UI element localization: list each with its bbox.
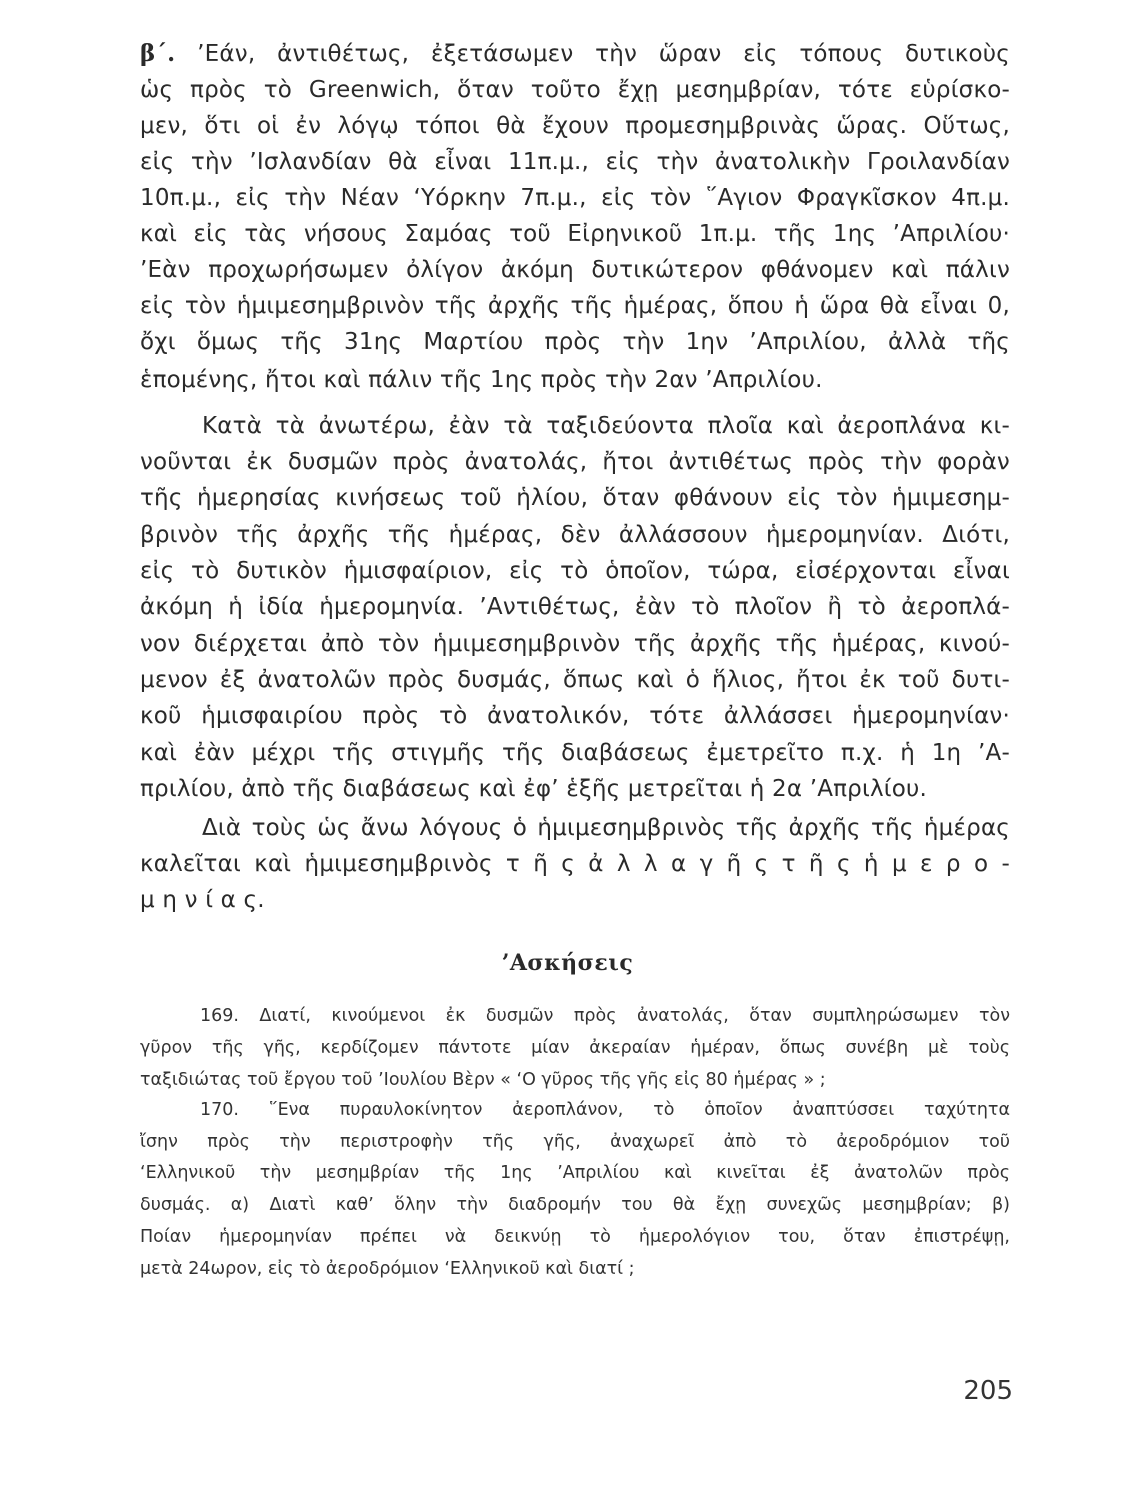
paragraph3-line: καλεῖται καὶ ἡμιμεσημβρινὸς τ ῆ ς ἀ λ λ α γ ῆ ς τ ῆ ς ἡ μ ε ρ ο - [140, 851, 1010, 877]
paragraph2-line: πριλίου, ἀπὸ τῆς διαβάσεως καὶ ἐφ’ ἑξῆς μετρεῖται ἡ 2α ’Απριλίου. [140, 776, 928, 802]
paragraph2-line: νοῦνται ἐκ δυσμῶν πρὸς ἀνατολάς, ἤτοι ἀντιθέτως πρὸς τὴν φορὰν [140, 449, 1010, 475]
paragraph3-line: μ η ν ί α ς. [140, 887, 265, 913]
paragraph1-line: 10π.μ., εἰς τὴν Νέαν ‘Υόρκην 7π.μ., εἰς τὸν ῞Αγιον Φραγκῖσκον 4π.μ. [140, 185, 1010, 211]
paragraph1-line: ’Εὰν προχωρήσωμεν ὀλίγον ἀκόμη δυτικώτερον φθάνομεν καὶ πάλιν [140, 257, 1010, 283]
paragraph3-line: Διὰ τοὺς ὡς ἄνω λόγους ὁ ἡμιμεσημβρινὸς τῆς ἀρχῆς τῆς ἡμέρας [202, 815, 1010, 841]
paragraph1-line: ὄχι ὅμως τῆς 31ης Μαρτίου πρὸς τὴν 1ην ’Απριλίου, ἀλλὰ τῆς [140, 329, 1010, 355]
paragraph1-line: μεν, ὅτι οἱ ἐν λόγῳ τόποι θὰ ἔχουν προμεσημβρινὰς ὥρας. Οὕτως, [140, 113, 1010, 139]
paragraph2-line: ἀκόμη ἡ ἰδία ἡμερομηνία. ’Αντιθέτως, ἐὰν τὸ πλοῖον ἢ τὸ ἀεροπλά- [140, 594, 1010, 620]
paragraph2-line: κοῦ ἡμισφαιρίου πρὸς τὸ ἀνατολικόν, τότε ἀλλάσσει ἡμερομηνίαν· [140, 703, 1010, 729]
paragraph1-line-text: ’Εάν, ἀντιθέτως, ἐξετάσωμεν τὴν ὥραν εἰς τόπους δυτικοὺς [197, 41, 1010, 67]
exercise-170-line: μετὰ 24ωρον, εἰς τὸ ἀεροδρόμιον ‘Ελληνικοῦ καὶ διατί ; [140, 1259, 635, 1279]
exercise-169-line: ταξιδιώτας τοῦ ἔργου τοῦ ’Ιουλίου Βὲρν « ‘Ο γῦρος τῆς γῆς εἰς 80 ἡμέρας » ; [140, 1070, 826, 1090]
paragraph1-line: ὡς πρὸς τὸ Greenwich, ὅταν τοῦτο ἔχῃ μεσημβρίαν, τότε εὑρίσκο- [140, 77, 1010, 103]
paragraph1-line: καὶ εἰς τὰς νήσους Σαμόας τοῦ Εἰρηνικοῦ 1π.μ. τῆς 1ης ’Απριλίου· [140, 221, 1010, 247]
exercises-heading: ’Ασκήσεις [501, 950, 634, 976]
paragraph1-line [140, 36, 1010, 72]
paragraph2-line: βρινὸν τῆς ἀρχῆς τῆς ἡμέρας, δὲν ἀλλάσσουν ἡμερομηνίαν. Διότι, [140, 522, 1010, 548]
paragraph2-line: εἰς τὸ δυτικὸν ἡμισφαίριον, εἰς τὸ ὁποῖον, τώρα, εἰσέρχονται εἶναι [140, 558, 1010, 584]
exercise-170-line: Ποίαν ἡμερομηνίαν πρέπει νὰ δεικνύῃ τὸ ἡμερολόγιον του, ὅταν ἐπιστρέψῃ, [140, 1227, 1010, 1247]
exercise-170-line: ‘Ελληνικοῦ τὴν μεσημβρίαν τῆς 1ης ’Απριλίου καὶ κινεῖται ἐξ ἀνατολῶν πρὸς [140, 1163, 1010, 1183]
paragraph2-line: Κατὰ τὰ ἀνωτέρω, ἐὰν τὰ ταξιδεύοντα πλοῖα καὶ ἀεροπλάνα κι- [202, 413, 1010, 439]
paragraph2-line: μενον ἐξ ἀνατολῶν πρὸς δυσμάς, ὅπως καὶ ὁ ἥλιος, ἤτοι ἐκ τοῦ δυτι- [140, 667, 1010, 693]
exercise-169-line: 169. Διατί, κινούμενοι ἐκ δυσμῶν πρὸς ἀνατολάς, ὅταν συμπληρώσωμεν τὸν [200, 1006, 1010, 1026]
paragraph1-line: ἑπομένης, ἤτοι καὶ πάλιν τῆς 1ης πρὸς τὴν 2αν ’Απριλίου. [140, 367, 823, 393]
paragraph2-line: καὶ ἐὰν μέχρι τῆς στιγμῆς τῆς διαβάσεως ἐμετρεῖτο π.χ. ἡ 1η ’Α- [140, 740, 1010, 766]
paragraph1-line: εἰς τὸν ἡμιμεσημβρινὸν τῆς ἀρχῆς τῆς ἡμέρας, ὅπου ἡ ὥρα θὰ εἶναι 0, [140, 293, 1010, 319]
page-number: 205 [963, 1376, 1013, 1406]
exercise-170-line: 170. ῞Ενα πυραυλοκίνητον ἀεροπλάνον, τὸ ὁποῖον ἀναπτύσσει ταχύτητα [200, 1100, 1010, 1120]
paragraph2-line: τῆς ἡμερησίας κινήσεως τοῦ ἡλίου, ὅταν φθάνουν εἰς τὸν ἡμιμεσημ- [140, 485, 1010, 511]
exercise-169-line: γῦρον τῆς γῆς, κερδίζομεν πάντοτε μίαν ἀκεραίαν ἡμέραν, ὅπως συνέβη μὲ τοὺς [140, 1038, 1010, 1058]
paragraph1-line: εἰς τὴν ’Ισλανδίαν θὰ εἶναι 11π.μ., εἰς τὴν ἀνατολικὴν Γροιλανδίαν [140, 149, 1010, 175]
exercise-170-line: δυσμάς. α) Διατὶ καθ’ ὅλην τὴν διαδρομήν του θὰ ἔχῃ συνεχῶς μεσημβρίαν; β) [140, 1195, 1010, 1215]
section-marker: β΄. [140, 40, 176, 67]
paragraph2-line: νον διέρχεται ἀπὸ τὸν ἡμιμεσημβρινὸν τῆς ἀρχῆς τῆς ἡμέρας, κινού- [140, 631, 1010, 657]
exercise-170-line: ἴσην πρὸς τὴν περιστροφὴν τῆς γῆς, ἀναχωρεῖ ἀπὸ τὸ ἀεροδρόμιον τοῦ [140, 1132, 1010, 1152]
